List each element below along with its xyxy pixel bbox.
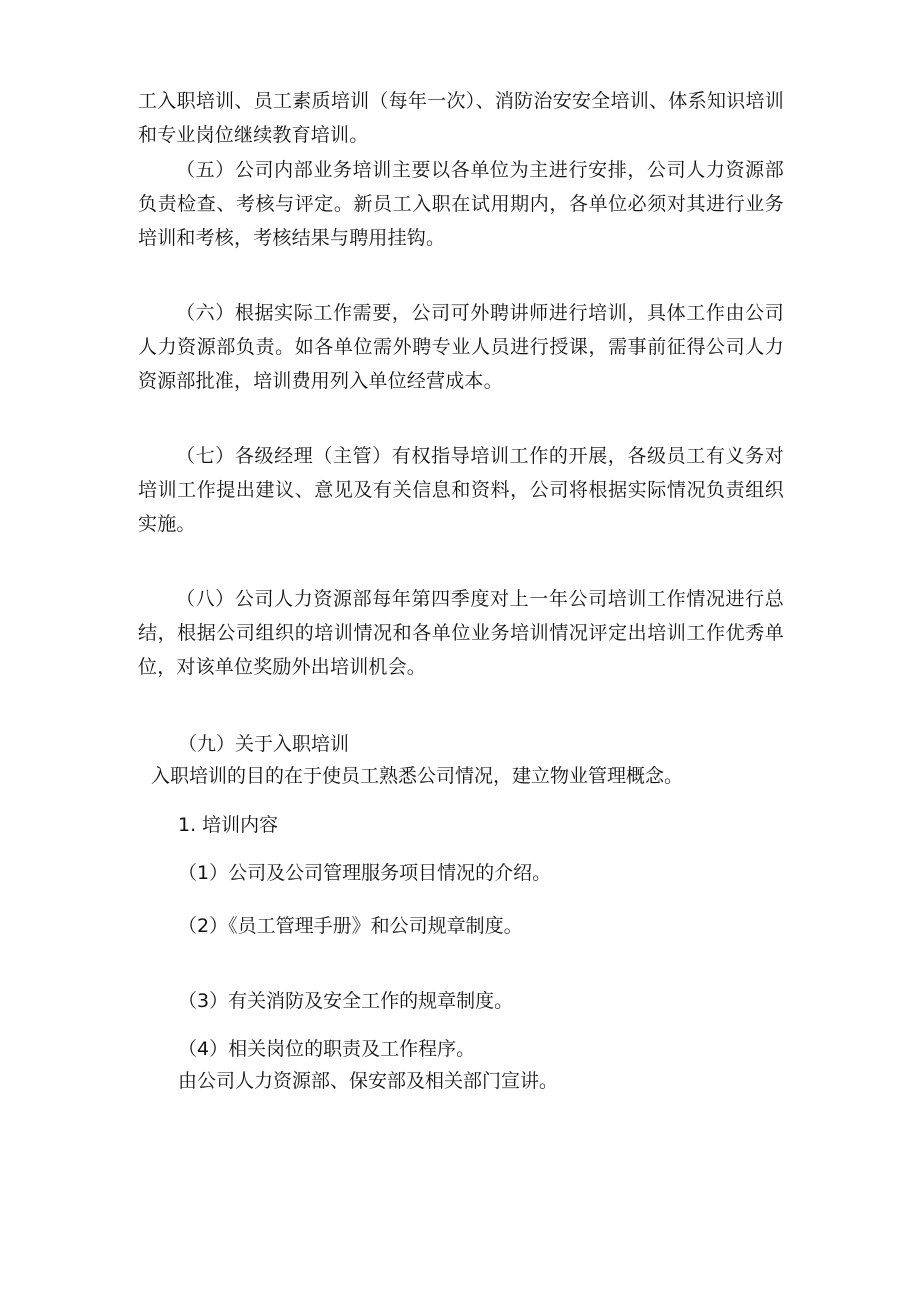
training-item-3: （3）有关消防及安全工作的规章制度。	[178, 990, 514, 1012]
paragraph-six: （六）根据实际工作需要，公司可外聘讲师进行培训，具体工作由公司人力资源部负责。如各单位需外聘专业人员进行授课，需事前征得公司人力资源部批准，培训费用列入单位经营成本。	[138, 302, 784, 392]
paragraph-eight: （八）公司人力资源部每年第四季度对上一年公司培训工作情况进行总结，根据公司组织的培训情况和各单位业务培训情况评定出培训工作优秀单位，对该单位奖励外出培训机会。	[138, 588, 784, 678]
training-content-heading: 1. 培训内容	[178, 814, 279, 836]
section-nine-title: （九）关于入职培训	[178, 733, 350, 755]
paragraph-five: （五）公司内部业务培训主要以各单位为主进行安排，公司人力资源部负责检查、考核与评定。新员工入职在试用期内，各单位必须对其进行业务培训和考核，考核结果与聘用挂钩。	[138, 159, 784, 249]
training-item-4: （4）相关岗位的职责及工作程序。	[178, 1038, 476, 1060]
paragraph-continued: 工入职培训、员工素质培训（每年一次）、消防治安安全培训、体系知识培训和专业岗位继续教育培训。	[138, 90, 784, 146]
paragraph-seven: （七）各级经理（主管）有权指导培训工作的开展，各级员工有义务对培训工作提出建议、意见及有关信息和资料，公司将根据实际情况负责组织实施。	[138, 445, 784, 535]
closing-line: 由公司人力资源部、保安部及相关部门宣讲。	[178, 1070, 559, 1092]
training-item-1: （1）公司及公司管理服务项目情况的介绍。	[178, 862, 552, 884]
training-item-2: （2）《员工管理手册》和公司规章制度。	[178, 915, 523, 937]
section-nine-intro: 入职培训的目的在于使员工熟悉公司情况，建立物业管理概念。	[151, 765, 684, 787]
